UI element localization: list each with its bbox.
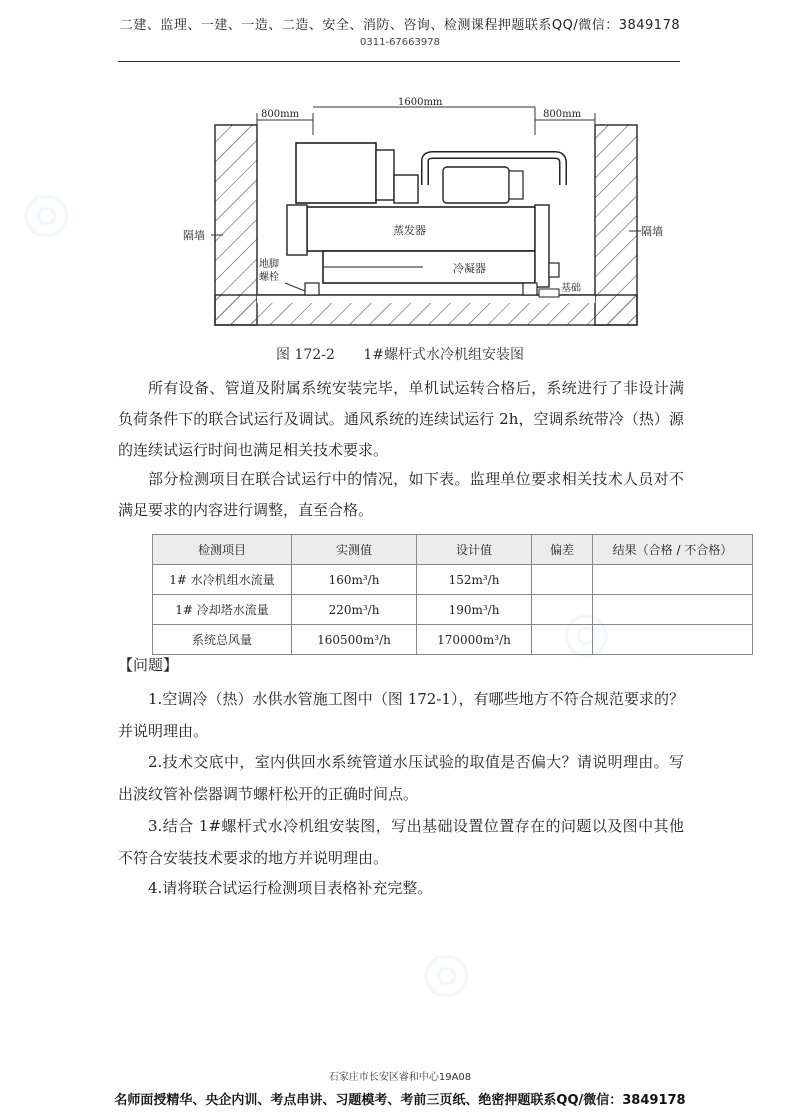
cell-measured: 160500m³/h <box>292 625 417 655</box>
question-3: 3.结合 1#螺杆式水冷机组安装图，写出基础设置位置存在的问题以及图中其他不符合安装技术要求的地方并说明理由。 <box>118 817 684 867</box>
question-1: 1.空调冷（热）水供水管施工图中（图 172-1），有哪些地方不符合规范要求的？并说明理由。 <box>118 690 684 740</box>
cell-result <box>593 625 753 655</box>
figure-number: 图 172-2 <box>276 347 335 363</box>
header-deviation: 偏差 <box>532 535 593 565</box>
dim-left-label: 800mm <box>261 109 300 120</box>
foundation-label: 基础 <box>561 283 581 294</box>
watermark-logo: ◎ <box>547 592 622 673</box>
partition-left-label: 隔墙 <box>183 229 205 242</box>
footer-address: 石家庄市长安区睿和中心19A08 <box>328 1072 472 1083</box>
cell-design: 152m³/h <box>417 565 532 595</box>
support-foot-right <box>523 283 537 295</box>
cell-design: 190m³/h <box>417 595 532 625</box>
watermark-logo: ◎ <box>407 932 482 1013</box>
cell-deviation <box>532 625 593 655</box>
cell-design: 170000m³/h <box>417 625 532 655</box>
chiller-installation-diagram <box>163 95 673 340</box>
paragraph-1: 所有设备、管道及附属系统安装完毕，单机试运转合格后，系统进行了非设计满负荷条件下的联合试运行及调试。通风系统的连续试运行 2h，空调系统带冷（热）源的连续试运行时间也满足相关技术要求。 <box>118 379 684 459</box>
table-row <box>153 625 753 655</box>
cell-item: 系统总风量 <box>153 625 292 655</box>
header-item: 检测项目 <box>153 535 292 565</box>
support-foot-left <box>305 283 319 295</box>
oil-separator <box>443 167 509 203</box>
anchor-bolt-label-1: 地脚 <box>259 259 279 270</box>
question-4: 4.请将联合试运行检测项目表格补充完整。 <box>148 879 433 897</box>
cell-deviation <box>532 595 593 625</box>
figure-caption <box>0 344 800 364</box>
foundation-block <box>539 289 559 297</box>
dim-right-label: 800mm <box>543 109 582 120</box>
partition-right-label: 隔墙 <box>641 225 663 238</box>
cell-measured: 160m³/h <box>292 565 417 595</box>
header-measured: 实测值 <box>292 535 417 565</box>
watermark-logo: ◎ <box>7 172 82 253</box>
test-results-table <box>152 534 753 655</box>
header-phone: 0311-67663978 <box>360 37 440 48</box>
cell-measured: 220m³/h <box>292 595 417 625</box>
header-result: 结果（合格 / 不合格） <box>593 535 753 565</box>
compressor-box <box>296 143 376 203</box>
dim-middle-label: 1600mm <box>398 97 443 108</box>
cell-item: 1# 冷却塔水流量 <box>153 595 292 625</box>
table-header-row <box>153 535 753 565</box>
header-promo: 二建、监理、一建、一造、二造、安全、消防、咨询、检测课程押题联系QQ/微信：3849178 <box>119 18 681 33</box>
paragraph-2: 部分检测项目在联合试运行中的情况，如下表。监理单位要求相关技术人员对不满足要求的内容进行调整，直至合格。 <box>118 470 684 519</box>
evaporator-label: 蒸发器 <box>393 224 426 237</box>
anchor-bolt-label-2: 螺栓 <box>259 272 279 283</box>
figure-title: 1#螺杆式水冷机组安装图 <box>363 347 524 363</box>
footer-promo: 名师面授精华、央企内训、考点串讲、习题模考、考前三页纸、绝密押题联系QQ/微信：3849178 <box>114 1093 686 1108</box>
cell-result <box>593 595 753 625</box>
question-2: 2.技术交底中，室内供回水系统管道水压试验的取值是否偏大？请说明理由。写出波纹管补偿器调节螺杆松开的正确时间点。 <box>118 753 684 803</box>
table-row <box>153 565 753 595</box>
header-design: 设计值 <box>417 535 532 565</box>
cell-deviation <box>532 565 593 595</box>
cell-result <box>593 565 753 595</box>
condenser-label: 冷凝器 <box>453 262 486 275</box>
cell-item: 1# 水冷机组水流量 <box>153 565 292 595</box>
header-divider <box>118 61 680 62</box>
questions-title: 【问题】 <box>118 656 179 674</box>
table-row <box>153 595 753 625</box>
